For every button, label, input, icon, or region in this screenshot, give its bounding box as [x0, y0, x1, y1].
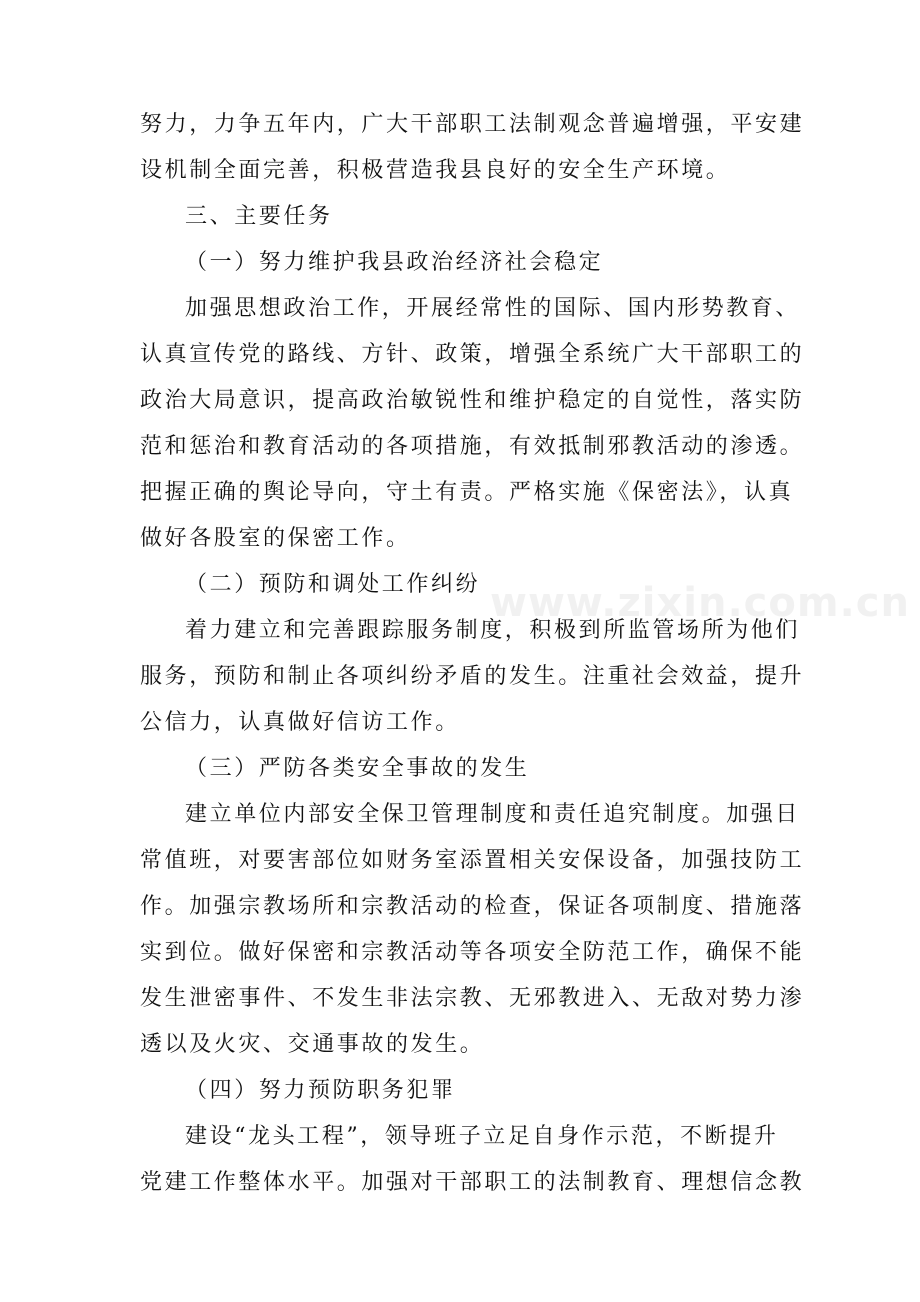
- paragraph-line: 政治大局意识，提高政治敏锐性和维护稳定的自觉性，落实防: [140, 388, 805, 413]
- paragraph-line: 努力，力争五年内，广大干部职工法制观念普遍增强，平安建: [140, 112, 805, 137]
- paragraph-line: 公信力，认真做好信访工作。: [140, 710, 460, 735]
- subsection-heading-2: （二）预防和调处工作纠纷: [185, 572, 481, 597]
- paragraph-line: 党建工作整体水平。加强对干部职工的法制教育、理想信念教: [140, 1170, 805, 1195]
- paragraph-line: 着力建立和完善跟踪服务制度，积极到所监管场所为他们: [185, 618, 801, 643]
- paragraph-line: 把握正确的舆论导向，守土有责。严格实施《保密法》，认真: [140, 480, 794, 505]
- paragraph-line: 建立单位内部安全保卫管理制度和责任追究制度。加强日: [185, 802, 801, 827]
- document-body: [140, 102, 805, 1206]
- paragraph-line: 认真宣传党的路线、方针、政策，增强全系统广大干部职工的: [140, 342, 805, 367]
- subsection-heading-4: （四）努力预防职务犯罪: [185, 1078, 456, 1103]
- section-heading: 三、主要任务: [185, 204, 333, 229]
- paragraph-line: 作。加强宗教场所和宗教活动的检查，保证各项制度、措施落: [140, 894, 805, 919]
- paragraph-line: 范和惩治和教育活动的各项措施，有效抵制邪教活动的渗透。: [140, 434, 805, 459]
- paragraph-line: 设机制全面完善，积极营造我县良好的安全生产环境。: [140, 158, 731, 183]
- subsection-heading-3: （三）严防各类安全事故的发生: [185, 756, 530, 781]
- paragraph-line: 做好各股室的保密工作。: [140, 526, 411, 551]
- paragraph-line: 发生泄密事件、不发生非法宗教、无邪教进入、无敌对势力渗: [140, 986, 805, 1011]
- paragraph-line: 透以及火灾、交通事故的发生。: [140, 1032, 485, 1057]
- paragraph-line: 常值班，对要害部位如财务室添置相关安保设备，加强技防工: [140, 848, 805, 873]
- watermark: www.zixin.com.cn: [490, 580, 910, 626]
- paragraph-line: 加强思想政治工作，开展经常性的国际、国内形势教育、: [185, 296, 801, 321]
- paragraph-line: 建设“龙头工程”，领导班子立足自身作示范，不断提升: [185, 1124, 779, 1149]
- paragraph-line: 实到位。做好保密和宗教活动等各项安全防范工作，确保不能: [140, 940, 805, 965]
- subsection-heading-1: （一）努力维护我县政治经济社会稳定: [185, 250, 604, 275]
- paragraph-line: 服务，预防和制止各项纠纷矛盾的发生。注重社会效益，提升: [140, 664, 805, 689]
